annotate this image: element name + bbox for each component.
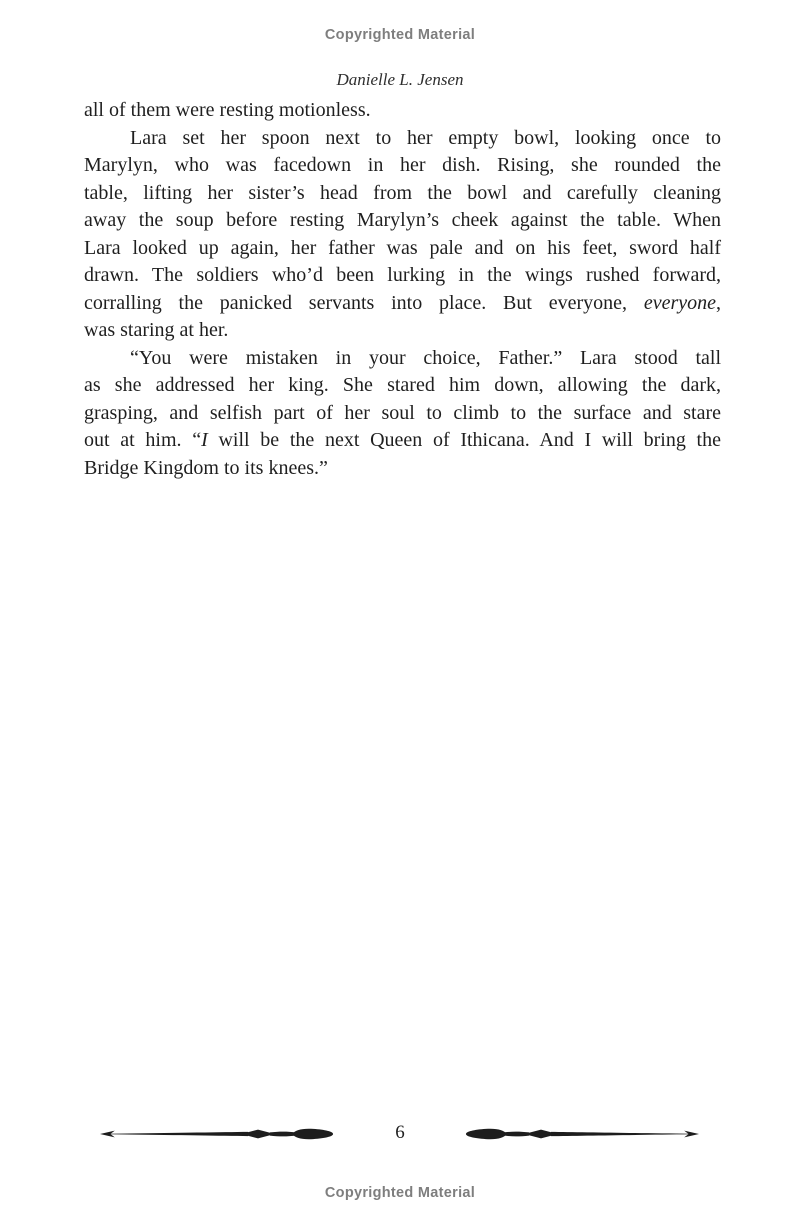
text-line: drawn. The soldiers who’d been lurking in the wings rushed forward, bbox=[84, 264, 721, 286]
paragraph bbox=[84, 125, 721, 345]
flourish-divider-right-icon bbox=[462, 1125, 699, 1143]
text-line: was staring at her. bbox=[84, 319, 229, 341]
text-line: corralling the panicked servants into place. But everyone, everyone, bbox=[84, 291, 721, 314]
text-line: Lara set her spoon next to her empty bowl, looking once to bbox=[130, 126, 721, 149]
page-footer bbox=[0, 1120, 800, 1150]
text-line: as she addressed her king. She stared him down, allowing the dark, bbox=[84, 374, 721, 396]
copyright-notice-bottom: Copyrighted Material bbox=[324, 1185, 476, 1201]
paragraph bbox=[84, 345, 721, 483]
text-line: “You were mistaken in your choice, Father.” Lara stood tall bbox=[130, 346, 721, 369]
text-line: table, lifting her sister’s head from the bowl and carefully cleaning bbox=[84, 181, 721, 204]
paragraph bbox=[84, 97, 721, 125]
text-line: Bridge Kingdom to its knees.” bbox=[84, 456, 328, 479]
body-text bbox=[84, 97, 721, 482]
text-line: Lara looked up again, her father was pale and on his feet, sword half bbox=[84, 236, 721, 259]
text-line: all of them were resting motionless. bbox=[84, 99, 371, 121]
running-header-author: Danielle L. Jensen bbox=[336, 70, 464, 89]
text-line: grasping, and selfish part of her soul to climb to the surface and stare bbox=[84, 401, 721, 424]
text-line: Marylyn, who was facedown in her dish. Rising, she rounded the bbox=[84, 154, 721, 176]
text-line: away the soup before resting Marylyn’s cheek against the table. When bbox=[84, 209, 721, 231]
text-line: out at him. “I will be the next Queen of Ithicana. And I will bring the bbox=[84, 429, 721, 451]
copyright-notice-top: Copyrighted Material bbox=[324, 27, 476, 43]
page-number: 6 bbox=[395, 1122, 405, 1143]
